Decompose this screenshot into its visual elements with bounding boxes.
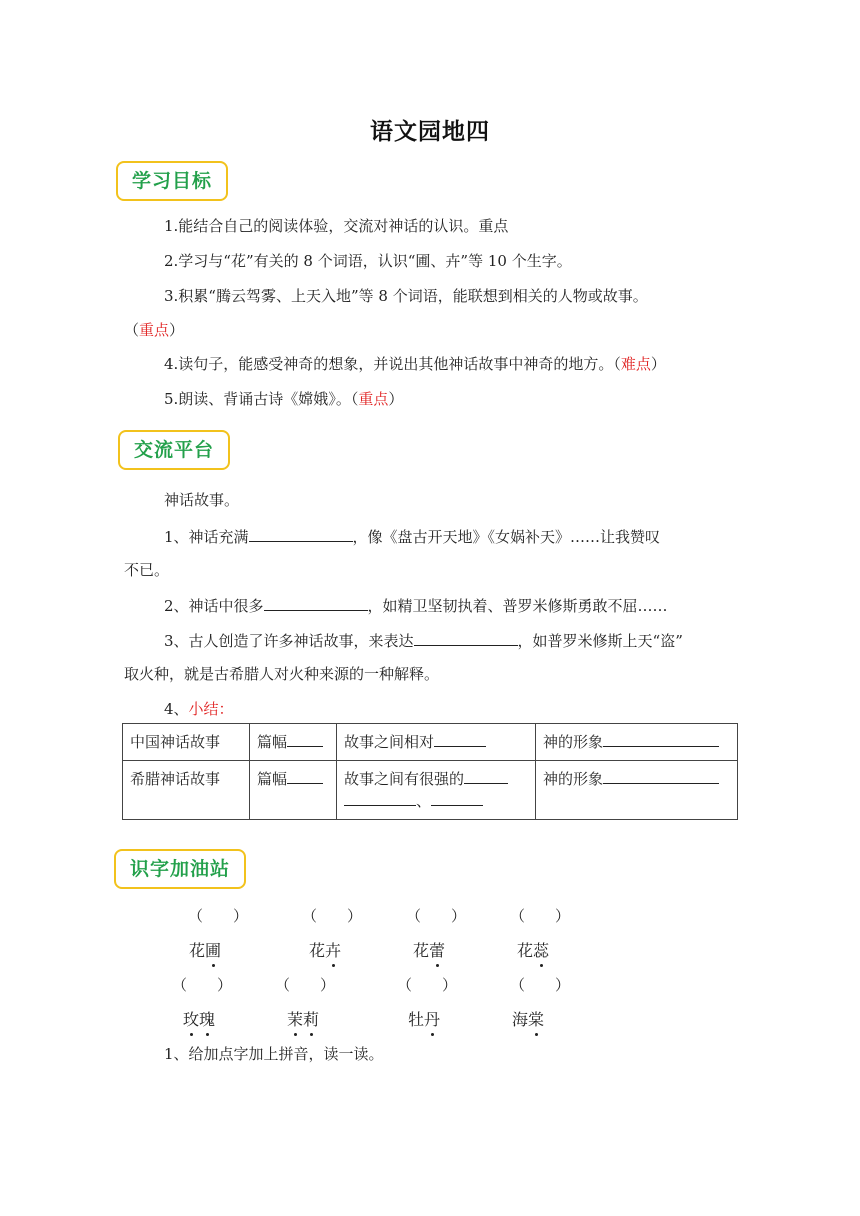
cell-length-label: 篇幅 [257, 770, 288, 788]
pinyin-blank[interactable]: （ ） [510, 976, 571, 994]
summary-label: 小结： [188, 700, 234, 718]
section-badge-literacy: 识字加油站 [114, 849, 246, 889]
cell-greek-myths: 希腊神话故事 [123, 761, 250, 820]
cell-image [536, 724, 738, 761]
cell-length [250, 761, 337, 820]
fill-blank-1[interactable] [249, 526, 353, 542]
goal-4 [164, 354, 666, 374]
word-char: 花 [517, 941, 534, 960]
fill-blank-2[interactable] [264, 595, 368, 611]
fill-blank-image-1[interactable] [603, 731, 719, 747]
pinyin-blank[interactable]: （ ） [510, 907, 571, 925]
exchange-q1-cont: 不已。 [124, 561, 170, 579]
exchange-q3-a: 3、古人创造了许多神话故事，来表达 [164, 632, 414, 650]
exchange-intro: 神话故事。 [164, 491, 240, 509]
exchange-q4-num: 4、 [164, 700, 189, 718]
table-row [123, 761, 738, 820]
cell-image [536, 761, 738, 820]
exchange-q2-b: ，如精卫坚韧执着、普罗米修斯勇敢不屈…… [367, 597, 668, 615]
exchange-q2-a: 2、神话中很多 [164, 597, 264, 615]
word-char: 海 [512, 1010, 529, 1029]
word-huahui [309, 938, 341, 961]
fill-blank-length-2[interactable] [287, 768, 323, 784]
exchange-q2 [164, 595, 668, 616]
cell-image-label: 神的形象 [543, 770, 604, 788]
cell-length [250, 724, 337, 761]
exchange-q1-b: ，像《盘古开天地》《女娲补天》……让我赞叹 [352, 528, 661, 546]
word-char: 花 [309, 941, 326, 960]
section-badge-exchange: 交流平台 [118, 430, 230, 470]
goal-5-key-point: 重点 [358, 390, 389, 408]
fill-blank-relation-2[interactable] [464, 768, 508, 784]
dotted-char: 茉 [287, 1007, 303, 1030]
exchange-q3-b: ，如普罗米修斯上天“盗” [517, 632, 683, 650]
cell-image-label: 神的形象 [543, 733, 604, 751]
dotted-char: 圃 [205, 938, 221, 961]
goal-5-close: ） [388, 390, 404, 408]
word-haitang [512, 1007, 544, 1030]
summary-table [122, 723, 738, 820]
goal-1: 1.能结合自己的阅读体验，交流对神话的认识。重点 [164, 217, 509, 235]
goal-2: 2.学习与“花”有关的 8 个词语，认识“圃、卉”等 10 个生字。 [164, 252, 572, 270]
goal-3-key-point: 重点 [139, 321, 170, 339]
goal-4-text: 4.读句子，能感受神奇的想象，并说出其他神话故事中神奇的地方。（ [164, 355, 621, 373]
table-row [123, 724, 738, 761]
page-title: 语文园地四 [370, 119, 490, 145]
exchange-q3-cont: 取火种，就是古希腊人对火种来源的一种解释。 [124, 665, 440, 683]
fill-blank-length-1[interactable] [287, 731, 323, 747]
dotted-char: 瑰 [199, 1007, 215, 1030]
section-badge-goals: 学习目标 [116, 161, 228, 201]
cell-relation [337, 724, 536, 761]
dotted-char: 莉 [303, 1007, 319, 1030]
word-char: 花 [189, 941, 206, 960]
word-meigui [183, 1007, 215, 1030]
dotted-char: 丹 [424, 1007, 440, 1030]
fill-blank-image-2[interactable] [603, 768, 719, 784]
exchange-q3 [164, 630, 683, 651]
word-huapu [189, 938, 221, 961]
cell-relation-label: 故事之间有很强的 [344, 770, 465, 788]
dotted-char: 棠 [528, 1007, 544, 1030]
pinyin-blank[interactable]: （ ） [275, 976, 336, 994]
pinyin-blank[interactable]: （ ） [172, 976, 233, 994]
goal-3-tag [124, 320, 184, 340]
cell-relation-sep: 、 [416, 792, 432, 810]
word-huarui [517, 938, 549, 961]
fill-blank-relation-1[interactable] [434, 731, 486, 747]
fill-blank-3[interactable] [414, 630, 518, 646]
pinyin-blank[interactable]: （ ） [406, 907, 467, 925]
word-moli [287, 1007, 319, 1030]
pinyin-blank[interactable]: （ ） [302, 907, 363, 925]
exchange-q4 [164, 699, 234, 719]
dotted-char: 玫 [183, 1007, 199, 1030]
exchange-q1-a: 1、神话充满 [164, 528, 249, 546]
pinyin-blank[interactable]: （ ） [397, 976, 458, 994]
goal-3: 3.积累“腾云驾雾、上天入地”等 8 个词语，能联想到相关的人物或故事。 [164, 287, 648, 305]
fill-blank-relation-3[interactable] [344, 790, 416, 806]
pinyin-blank[interactable]: （ ） [188, 907, 249, 925]
dotted-char: 蕾 [429, 938, 445, 961]
dotted-char: 卉 [325, 938, 341, 961]
word-char: 牡 [408, 1010, 425, 1029]
goal-4-close: ） [650, 355, 666, 373]
cell-length-label: 篇幅 [257, 733, 288, 751]
dotted-char: 蕊 [533, 938, 549, 961]
goal-4-difficult-point: 难点 [620, 355, 651, 373]
word-hualei [413, 938, 445, 961]
cell-china-myths: 中国神话故事 [123, 724, 250, 761]
goal-3-close: ） [169, 321, 185, 339]
cell-relation-label: 故事之间相对 [344, 733, 435, 751]
fill-blank-relation-4[interactable] [431, 790, 483, 806]
word-char: 花 [413, 941, 430, 960]
literacy-instruction: 1、给加点字加上拼音，读一读。 [164, 1045, 384, 1063]
cell-relation [337, 761, 536, 820]
goal-5 [164, 389, 403, 409]
word-mudan [408, 1007, 440, 1030]
goal-5-text: 5.朗读、背诵古诗《嫦娥》。（ [164, 390, 359, 408]
exchange-q1 [164, 526, 660, 547]
goal-3-open: （ [124, 321, 140, 339]
